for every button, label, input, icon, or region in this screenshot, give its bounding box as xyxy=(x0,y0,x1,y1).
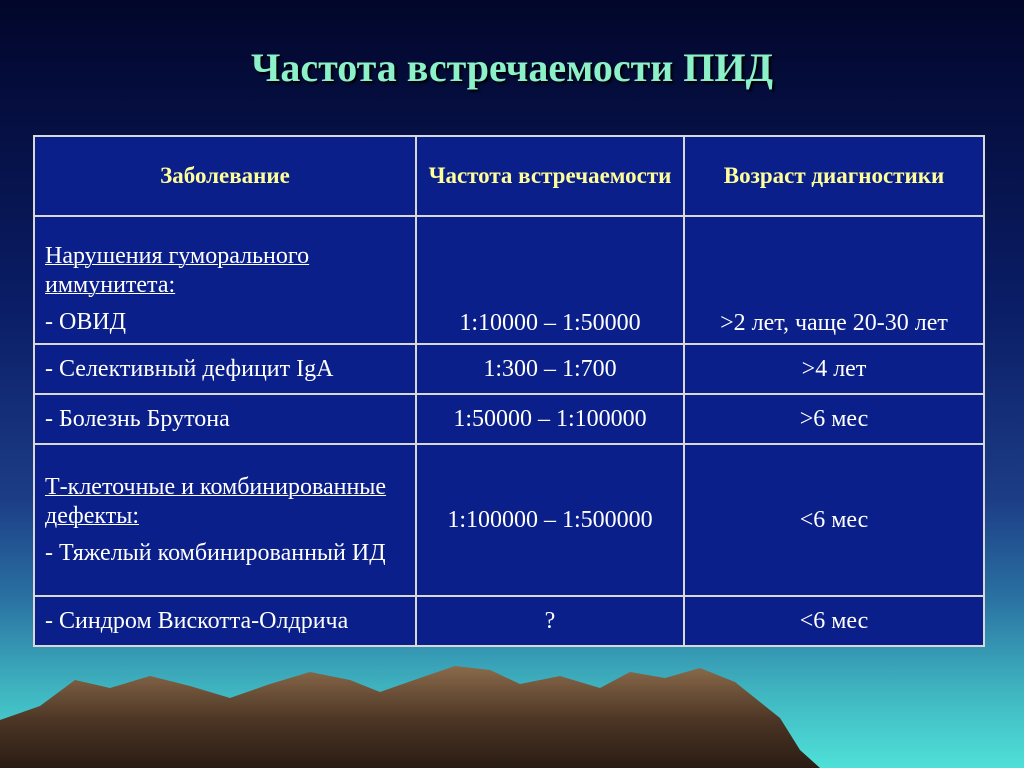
disease-cell xyxy=(34,216,416,344)
table-row xyxy=(34,344,984,394)
table-header-row xyxy=(34,136,984,216)
group-heading-humoral: Нарушения гуморального иммунитета: xyxy=(45,243,310,298)
age-cell: <6 мес xyxy=(684,444,984,596)
mountain-range xyxy=(0,666,820,768)
disease-cell: - Болезнь Брутона xyxy=(34,394,416,444)
table-row xyxy=(34,216,984,344)
disease-cell: - Селективный дефицит IgA xyxy=(34,344,416,394)
header-disease: Заболевание xyxy=(34,136,416,216)
disease-cell: - Синдром Вискотта-Олдрича xyxy=(34,596,416,646)
frequency-cell: 1:100000 – 1:500000 xyxy=(416,444,684,596)
header-age: Возраст диагностики xyxy=(684,136,984,216)
pid-frequency-table xyxy=(33,135,985,647)
age-cell: >4 лет xyxy=(684,344,984,394)
disease-name: - ОВИД xyxy=(45,309,127,335)
mountain-landscape xyxy=(0,658,1024,768)
age-cell: >2 лет, чаще 20-30 лет xyxy=(684,216,984,344)
frequency-cell: 1:300 – 1:700 xyxy=(416,344,684,394)
group-heading-tcell: Т-клеточные и комбинированные дефекты: xyxy=(45,473,387,529)
disease-name: - Тяжелый комбинированный ИД xyxy=(45,539,386,566)
age-cell: <6 мес xyxy=(684,596,984,646)
frequency-cell: 1:50000 – 1:100000 xyxy=(416,394,684,444)
table-row xyxy=(34,394,984,444)
frequency-cell: ? xyxy=(416,596,684,646)
age-cell: >6 мес xyxy=(684,394,984,444)
slide-title: Частота встречаемости ПИД xyxy=(250,45,774,90)
frequency-cell: 1:10000 – 1:50000 xyxy=(416,216,684,344)
disease-cell xyxy=(34,444,416,596)
table-row xyxy=(34,596,984,646)
table-row xyxy=(34,444,984,596)
header-frequency: Частота встречаемости xyxy=(416,136,684,216)
